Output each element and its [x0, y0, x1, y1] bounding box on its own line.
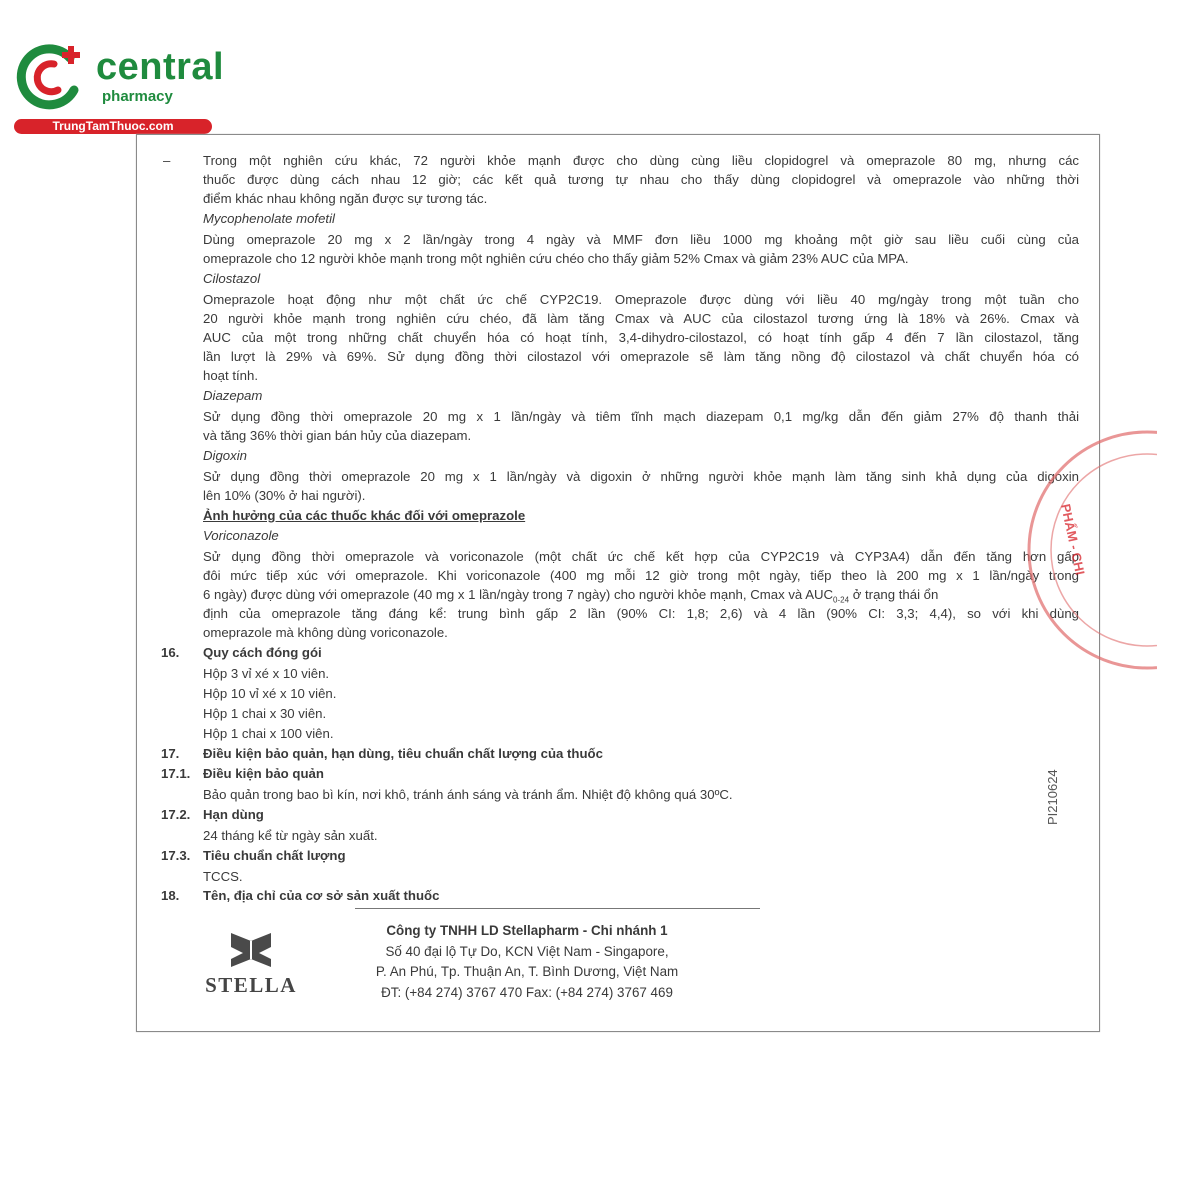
packaging-item: Hộp 10 vỉ xé x 10 viên. [203, 686, 337, 701]
paragraph-line: 20 người khỏe mạnh trong nghiên cứu chéo, đã làm tăng Cmax và AUC của cilostazol tương ứng là 18% và 26%. Cmax và [203, 311, 1079, 326]
document-code: PI210624 [1045, 769, 1060, 825]
address-line: Số 40 đại lộ Tự Do, KCN Việt Nam - Singapore, [385, 943, 669, 959]
section-title-storage-quality: Điều kiện bảo quản, hạn dùng, tiêu chuẩn chất lượng của thuốc [203, 746, 603, 761]
brand-url: TrungTamThuoc.com [14, 119, 212, 134]
section-title-shelf-life: Hạn dùng [203, 807, 264, 822]
section-number: 17.2. [161, 807, 191, 822]
paragraph-line: Sử dụng đồng thời omeprazole và voriconazole (một chất ức chế kết hợp của CYP2C19 và CYP3A4) dẫn đến tăng hơn gấp [203, 549, 1079, 564]
paragraph-line: điểm khác nhau không ngăn được sự tương tác. [203, 191, 488, 206]
packaging-item: Hộp 3 vỉ xé x 10 viên. [203, 666, 330, 681]
shelf-life-text: 24 tháng kể từ ngày sản xuất. [203, 828, 378, 843]
text-segment: ở trạng thái ổn [849, 587, 939, 602]
paragraph-line: Sử dụng đồng thời omeprazole 20 mg x 1 lần/ngày và tiêm tĩnh mạch diazepam 0,1 mg/kg dẫn đến giảm 27% độ thanh thải [203, 409, 1079, 424]
stamp-text: PHẨM - CHI [1058, 502, 1088, 577]
paragraph-line: đôi mức tiếp xúc với omeprazole. Khi voriconazole (400 mg mỗi 12 giờ trong một ngày, tiếp theo là 200 mg x 1 lần/ngày trong [203, 568, 1079, 583]
section-title-storage: Điều kiện bảo quản [203, 766, 324, 781]
paragraph-line: omeprazole mà không dùng voriconazole. [203, 625, 448, 640]
paragraph-line: omeprazole cho 12 người khỏe mạnh trong một nghiên cứu chéo cho thấy giảm 52% Cmax và giảm 23% AUC của MPA. [203, 251, 909, 266]
brand-name: central [96, 46, 225, 88]
section-number: 17. [161, 746, 180, 761]
paragraph-line: thuốc được dùng cách nhau 12 giờ; các kết quả tương tự nhau cho thấy dùng clopidogrel và omeprazole vào những thời [203, 172, 1079, 187]
red-stamp [1017, 405, 1157, 695]
section-number: 17.1. [161, 766, 191, 781]
subheading-diazepam: Diazepam [203, 388, 263, 403]
pharmacy-cross-icon [12, 38, 92, 118]
section-title-packaging: Quy cách đóng gói [203, 645, 322, 660]
manufacturer-address [337, 921, 717, 1003]
section-title-manufacturer: Tên, địa chỉ của cơ sở sản xuất thuốc [203, 888, 440, 903]
bullet: – [163, 153, 171, 168]
stella-wordmark: STELLA [205, 973, 297, 997]
section-number: 16. [161, 645, 180, 660]
subheading-cilostazol: Cilostazol [203, 271, 261, 286]
subheading-voriconazole: Voriconazole [203, 528, 279, 543]
section-heading-effects: Ảnh hưởng của các thuốc khác đối với omeprazole [203, 508, 526, 523]
leaflet-page [136, 134, 1100, 1032]
paragraph-line: AUC của một trong những chất chuyển hóa có hoạt tính, 3,4-dihydro-cilostazol, có hoạt tính gấp 4 đến 7 lần cilostazol, tăng [203, 330, 1079, 345]
paragraph-line: Sử dụng đồng thời omeprazole 20 mg x 1 lần/ngày và digoxin ở những người khỏe mạnh làm tăng sinh khả dụng của digoxin [203, 469, 1079, 484]
address-line: P. An Phú, Tp. Thuận An, T. Bình Dương, Việt Nam [375, 964, 679, 979]
central-pharmacy-logo [12, 38, 225, 138]
stella-emblem-icon [201, 925, 301, 973]
paragraph-line: lần lượt là 29% và 69%. Sử dụng đồng thời cilostazol với omeprazole sẽ làm tăng nồng độ cilostazol và chất chuyển hóa có [203, 349, 1079, 364]
text-segment: 6 ngày) được dùng với omeprazole (40 mg x 1 lần/ngày trong 7 ngày) cho người khỏe mạnh, Cmax và AUC [203, 587, 834, 602]
paragraph-line: và tăng 36% thời gian bán hủy của diazepam. [203, 428, 472, 443]
leaflet-content [137, 135, 1099, 1031]
subheading-digoxin: Digoxin [203, 448, 247, 463]
subheading-mycophenolate: Mycophenolate mofetil [203, 211, 335, 226]
storage-text: Bảo quản trong bao bì kín, nơi khô, tránh ánh sáng và tránh ẩm. Nhiệt độ không quá 30ºC. [203, 787, 733, 802]
paragraph-line: Omeprazole hoạt động như một chất ức chế CYP2C19. Omeprazole được dùng với liều 40 mg/ngày trong một tuần cho [203, 292, 1079, 307]
section-title-quality: Tiêu chuẩn chất lượng [203, 848, 346, 863]
quality-text: TCCS. [203, 869, 243, 884]
contact-line: ĐT: (+84 274) 3767 470 Fax: (+84 274) 3767 469 [381, 984, 673, 1000]
brand-subtitle: pharmacy [102, 88, 173, 105]
stella-logo [201, 925, 301, 1005]
paragraph-line: Dùng omeprazole 20 mg x 2 lần/ngày trong 4 ngày và MMF đơn liều 1000 mg khoảng một giờ sau liều cuối cùng của [203, 232, 1079, 247]
section-number: 18. [161, 888, 180, 903]
paragraph-line: hoạt tính. [203, 368, 258, 383]
paragraph-line: lên 10% (30% ở hai người). [203, 488, 366, 503]
section-number: 17.3. [161, 848, 191, 863]
subscript: 0-24 [833, 595, 850, 605]
paragraph-line: định của omeprazole tăng đáng kể: trung bình gấp 2 lần (90% CI: 1,8; 2,6) và 4 lần (90% CI: 3,3; 4,4), so với khi dùng [203, 606, 1079, 621]
divider [355, 908, 760, 909]
packaging-item: Hộp 1 chai x 100 viên. [203, 726, 334, 741]
paragraph-line: Trong một nghiên cứu khác, 72 người khỏe mạnh được cho dùng cùng liều clopidogrel và omeprazole 80 mg, nhưng các [203, 153, 1079, 168]
company-name: Công ty TNHH LD Stellapharm - Chi nhánh 1 [386, 923, 668, 938]
packaging-item: Hộp 1 chai x 30 viên. [203, 706, 327, 721]
